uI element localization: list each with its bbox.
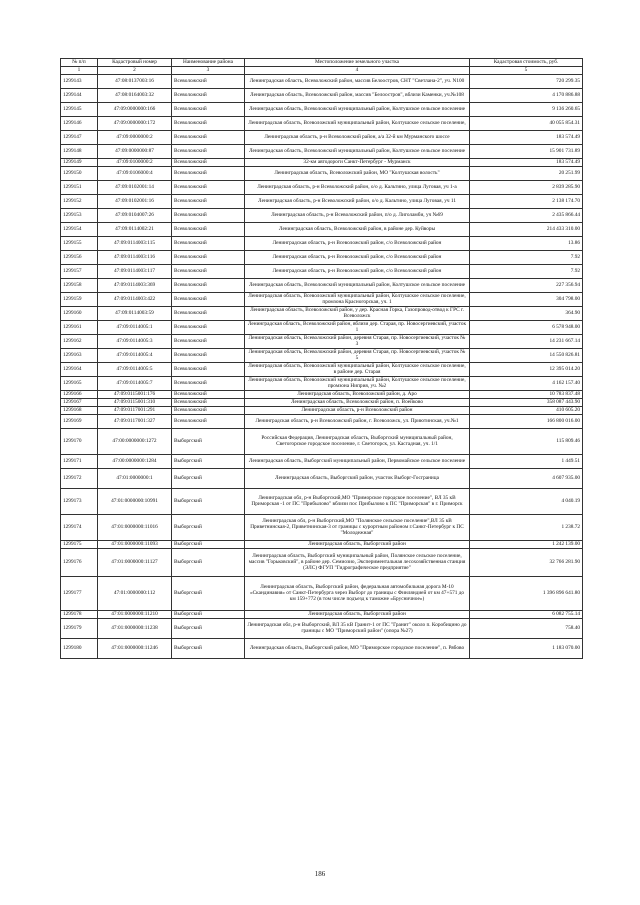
- cadastral-number: 47:09:0114005:3: [98, 334, 172, 348]
- row-number: 1299178: [61, 610, 98, 618]
- cadastral-number: 47:01:0000000:11210: [98, 610, 172, 618]
- table-row: [61, 208, 583, 222]
- cadastral-cost: 214 433 310.00: [470, 222, 583, 236]
- location: Ленинградская обл, р-н Выборгский,МО "Полянское сельское поселение",ВЛ 35 кВ Приветнинская-2, Приветнинская-3 от границы с курортным районом г.Санкт-Петербург к ПС "Молодежная": [245, 514, 470, 540]
- location: Ленинградская область, Выборгский район: [245, 540, 470, 548]
- cadastral-cost: 358 087 443.90: [470, 398, 583, 406]
- row-number: 1299172: [61, 468, 98, 488]
- location: Ленинградская область, Всеволожский муниципальный район, Колтушское сельское поселение: [245, 102, 470, 116]
- cadastral-number: 47:09:0106000:4: [98, 166, 172, 180]
- header-index-row: [61, 66, 583, 74]
- cadastral-cost: 2 138 174.70: [470, 194, 583, 208]
- header-index: 5: [470, 66, 583, 74]
- table-row: [61, 348, 583, 362]
- location: Ленинградская область, р-н Всеволожский район, с/о Всеволожский район: [245, 236, 470, 250]
- row-number: 1299162: [61, 334, 98, 348]
- cadastral-number: 47:09:0114005:4: [98, 348, 172, 362]
- cadastral-cost: 115 809.46: [470, 428, 583, 454]
- row-number: 1299176: [61, 548, 98, 576]
- document-sheet: [60, 58, 582, 659]
- row-number: 1299151: [61, 180, 98, 194]
- row-number: 1299152: [61, 194, 98, 208]
- cadastral-cost: 15 901 731.89: [470, 144, 583, 158]
- cadastral-number: 47:09:0117001:291: [98, 406, 172, 414]
- district-name: Выборгский: [172, 428, 245, 454]
- cadastral-number: 47:09:0114003:117: [98, 264, 172, 278]
- table-row: [61, 166, 583, 180]
- table-row: [61, 428, 583, 454]
- table-row: [61, 406, 583, 414]
- location: Ленинградская область, Всеволожский район, вблизи дер. Старая, пр. Новосергиевский, участок 1: [245, 320, 470, 334]
- district-name: Всеволожский: [172, 250, 245, 264]
- location: Ленинградская область, Всеволожский район, МО "Колтушская волость": [245, 166, 470, 180]
- table-row: [61, 180, 583, 194]
- row-number: 1299143: [61, 74, 98, 88]
- district-name: Всеволожский: [172, 180, 245, 194]
- location: Ленинградская область, Всеволожский район, п. Воейково: [245, 398, 470, 406]
- cadastral-number: 47:01:0000000:11093: [98, 540, 172, 548]
- row-number: 1299163: [61, 348, 98, 362]
- cadastral-cost: 304 798.00: [470, 292, 583, 306]
- table-row: [61, 488, 583, 514]
- table-row: [61, 102, 583, 116]
- cadastral-cost: 410 605.20: [470, 406, 583, 414]
- cadastral-table: [60, 58, 583, 659]
- cadastral-number: 47:09:0000000:2: [98, 130, 172, 144]
- location: Ленинградская область, Всеволожский муниципальный район, Колтушское сельское поселение, промзона Ниприя, уч. №2: [245, 376, 470, 390]
- cadastral-cost: 13.86: [470, 236, 583, 250]
- table-row: [61, 74, 583, 88]
- cadastral-cost: 364.90: [470, 306, 583, 320]
- district-name: Всеволожский: [172, 348, 245, 362]
- table-row: [61, 278, 583, 292]
- district-name: Всеволожский: [172, 102, 245, 116]
- cadastral-number: 47:09:0102001:14: [98, 180, 172, 194]
- table-row: [61, 334, 583, 348]
- header-cadastral-number: Кадастровый номер: [98, 59, 172, 67]
- row-number: 1299168: [61, 406, 98, 414]
- cadastral-number: 47:01:0000000:1: [98, 468, 172, 488]
- cadastral-cost: 1 242 139.00: [470, 540, 583, 548]
- district-name: Выборгский: [172, 576, 245, 610]
- district-name: Всеволожский: [172, 222, 245, 236]
- cadastral-cost: 1 183 070.00: [470, 638, 583, 658]
- cadastral-number: 47:01:0000000:11246: [98, 638, 172, 658]
- district-name: Всеволожский: [172, 236, 245, 250]
- location: Ленинградская область, Всеволожский район, массив "Белоостров", вблизи Каменки, уч.№108: [245, 88, 470, 102]
- header-location: Местоположение земельного участка: [245, 59, 470, 67]
- row-number: 1299155: [61, 236, 98, 250]
- district-name: Выборгский: [172, 454, 245, 468]
- district-name: Выборгский: [172, 468, 245, 488]
- location: Ленинградская область, Всеволожский муниципальный район, Колтушское сельское поселение, в районе дер. Старая: [245, 362, 470, 376]
- table-row: [61, 468, 583, 488]
- district-name: Всеволожский: [172, 406, 245, 414]
- cadastral-number: 47:08:0137003:16: [98, 74, 172, 88]
- location: Ленинградская область, Всеволожский район, д. Аро: [245, 390, 470, 398]
- location: Ленинградская область, Всеволожский район, у дер. Красная Горка, Газопровод-отвод к ГРС г. Всеволожск: [245, 306, 470, 320]
- location: Ленинградская область, Выборгский муниципальный район, Полянское сельское поселение, массив "Горьковский", в районе дер. Семиозио, Экспериментальная лесохозяйственная станция (ЭЛС) ФГУП "Гидрографическое предприятие": [245, 548, 470, 576]
- row-number: 1299173: [61, 488, 98, 514]
- district-name: Всеволожский: [172, 158, 245, 166]
- location: Ленинградская область, Выборгский район, федеральная автомобильная дорога М-10 «Скандинавия» от Санкт-Петербурга через Выборг до границы с Финляндией от км 47+571 до км 159+772 (в том числе подъезд к таможне «Брусничное»): [245, 576, 470, 610]
- header-cost: Кадастровая стоимость, руб.: [470, 59, 583, 67]
- cadastral-cost: 227 356.94: [470, 278, 583, 292]
- row-number: 1299180: [61, 638, 98, 658]
- cadastral-number: 47:09:0114003:116: [98, 250, 172, 264]
- cadastral-number: 47:09:0114005:1: [98, 320, 172, 334]
- table-row: [61, 144, 583, 158]
- cadastral-cost: 2 839 285.90: [470, 180, 583, 194]
- cadastral-number: 47:09:0117001:327: [98, 414, 172, 428]
- location: 32-км автодороги Санкт-Петербург - Мурманск: [245, 158, 470, 166]
- district-name: Всеволожский: [172, 208, 245, 222]
- location: Ленинградская область, Всеволожский район, массив Белоостров, СНТ "Светлана-2", уч. N100: [245, 74, 470, 88]
- cadastral-number: 47:09:0102001:16: [98, 194, 172, 208]
- table-row: [61, 130, 583, 144]
- table-row: [61, 548, 583, 576]
- cadastral-cost: 1 449.51: [470, 454, 583, 468]
- cadastral-number: 47:09:0114002:21: [98, 222, 172, 236]
- location: Ленинградская обл, р-н Выборгский,МО "Приморское городское поселение", ВЛ 35 кВ Приморская -1 от ПС "Прибылово" вблизи пос Прибылово к ПС "Приморская" в г. Приморск: [245, 488, 470, 514]
- cadastral-cost: 10 783 837.48: [470, 390, 583, 398]
- location: Ленинградская область, р-н Всеволожский район, а/а 32-й км Мурманского шоссе: [245, 130, 470, 144]
- location: Ленинградская область, Всеволожский муниципальный район, Колтушское сельское поселение: [245, 278, 470, 292]
- cadastral-cost: 20 251.99: [470, 166, 583, 180]
- district-name: Всеволожский: [172, 390, 245, 398]
- table-row: [61, 454, 583, 468]
- cadastral-number: 47:01:0000000:112: [98, 576, 172, 610]
- district-name: Всеволожский: [172, 362, 245, 376]
- page-number: 186: [314, 870, 326, 878]
- cadastral-cost: 1 238.72: [470, 514, 583, 540]
- location: Ленинградская область, р-н Всеволожский район, с/о Всеволожский район: [245, 250, 470, 264]
- table-row: [61, 88, 583, 102]
- row-number: 1299149: [61, 158, 98, 166]
- district-name: Всеволожский: [172, 306, 245, 320]
- table-row: [61, 292, 583, 306]
- district-name: Выборгский: [172, 638, 245, 658]
- cadastral-number: 47:09:0114003:369: [98, 278, 172, 292]
- table-row: [61, 390, 583, 398]
- row-number: 1299170: [61, 428, 98, 454]
- table-row: [61, 540, 583, 548]
- table-row: [61, 576, 583, 610]
- row-number: 1299145: [61, 102, 98, 116]
- cadastral-number: 47:01:0000000:10991: [98, 488, 172, 514]
- district-name: Всеволожский: [172, 144, 245, 158]
- row-number: 1299156: [61, 250, 98, 264]
- cadastral-cost: 32 766 281.90: [470, 548, 583, 576]
- row-number: 1299144: [61, 88, 98, 102]
- table-header: [61, 59, 583, 75]
- row-number: 1299179: [61, 618, 98, 638]
- cadastral-cost: 183 574.49: [470, 130, 583, 144]
- cadastral-number: 47:09:0114003:59: [98, 306, 172, 320]
- cadastral-number: 47:09:0114003:115: [98, 236, 172, 250]
- cadastral-cost: 720 299.35: [470, 74, 583, 88]
- cadastral-number: 47:01:0000000:11238: [98, 618, 172, 638]
- row-number: 1299161: [61, 320, 98, 334]
- row-number: 1299158: [61, 278, 98, 292]
- table-row: [61, 610, 583, 618]
- row-number: 1299153: [61, 208, 98, 222]
- district-name: Всеволожский: [172, 74, 245, 88]
- district-name: Всеволожский: [172, 166, 245, 180]
- district-name: Всеволожский: [172, 278, 245, 292]
- cadastral-number: 47:09:0115001:310: [98, 398, 172, 406]
- table-body: [61, 74, 583, 658]
- row-number: 1299169: [61, 414, 98, 428]
- table-row: [61, 618, 583, 638]
- row-number: 1299166: [61, 390, 98, 398]
- table-row: [61, 194, 583, 208]
- location: Ленинградская область, р-н Всеволожский район, г. Всеволожск, ул. Приютинская, уч.№1: [245, 414, 470, 428]
- cadastral-cost: 12 395 014.20: [470, 362, 583, 376]
- location: Ленинградская обл, р-н Выборгский, ВЛ 35 кВ Гранит-1 от ПС "Гранит" около п. Коробицино до границы с МО "Приморский район" (опора №27): [245, 618, 470, 638]
- location: Ленинградская область, Выборгский район, МО "Приморское городское поселение", п. Рябово: [245, 638, 470, 658]
- row-number: 1299177: [61, 576, 98, 610]
- header-row: [61, 59, 583, 67]
- cadastral-number: 47:00:0000000:1284: [98, 454, 172, 468]
- cadastral-cost: 183 574.49: [470, 158, 583, 166]
- district-name: Всеволожский: [172, 398, 245, 406]
- header-index: 3: [172, 66, 245, 74]
- district-name: Выборгский: [172, 540, 245, 548]
- row-number: 1299148: [61, 144, 98, 158]
- table-row: [61, 376, 583, 390]
- table-row: [61, 320, 583, 334]
- row-number: 1299160: [61, 306, 98, 320]
- row-number: 1299171: [61, 454, 98, 468]
- district-name: Всеволожский: [172, 334, 245, 348]
- location: Ленинградская область, р-н Всеволожский район, о/о д. Кальтино, улица Луговая, уч 11: [245, 194, 470, 208]
- row-number: 1299157: [61, 264, 98, 278]
- cadastral-cost: 7.92: [470, 264, 583, 278]
- cadastral-number: 47:01:0000000:11016: [98, 514, 172, 540]
- location: Ленинградская область, Всеволожский район, деревня Старая, пр. Новосергиевский, участок № 5: [245, 348, 470, 362]
- district-name: Всеволожский: [172, 116, 245, 130]
- cadastral-number: 47:09:0000000:172: [98, 116, 172, 130]
- location: Ленинградская область, Всеволожский муниципальный район, Колтушское сельское поселение: [245, 144, 470, 158]
- row-number: 1299146: [61, 116, 98, 130]
- row-number: 1299167: [61, 398, 98, 406]
- header-index: 1: [61, 66, 98, 74]
- district-name: Всеволожский: [172, 292, 245, 306]
- row-number: 1299150: [61, 166, 98, 180]
- cadastral-number: 47:09:0114005:5: [98, 362, 172, 376]
- cadastral-number: 47:09:0100000:2: [98, 158, 172, 166]
- cadastral-cost: 758.40: [470, 618, 583, 638]
- table-row: [61, 398, 583, 406]
- row-number: 1299159: [61, 292, 98, 306]
- district-name: Выборгский: [172, 488, 245, 514]
- location: Ленинградская область, Выборгский район: [245, 610, 470, 618]
- table-row: [61, 362, 583, 376]
- row-number: 1299154: [61, 222, 98, 236]
- cadastral-number: 47:08:0164003:32: [98, 88, 172, 102]
- table-row: [61, 250, 583, 264]
- row-number: 1299164: [61, 362, 98, 376]
- location: Ленинградская область, Выборгский муниципальный район, Первомайское сельское поселение: [245, 454, 470, 468]
- cadastral-cost: 4 162 157.40: [470, 376, 583, 390]
- location: Ленинградская область, р-н Всеволожский район, с/о Всеволожский район: [245, 264, 470, 278]
- location: Ленинградская область, р-н Всеволожский район, п/о д. Лиголамби, уч №69: [245, 208, 470, 222]
- cadastral-number: 47:09:0114005:7: [98, 376, 172, 390]
- district-name: Выборгский: [172, 514, 245, 540]
- location: Ленинградская область, Всеволожский муниципальный район, Колтушское сельское поселение,: [245, 116, 470, 130]
- district-name: Выборгский: [172, 618, 245, 638]
- cadastral-cost: 9 136 260.65: [470, 102, 583, 116]
- location: Ленинградская область, Выборгский район, участок Выборг-Госграница: [245, 468, 470, 488]
- cadastral-number: 47:09:0000000:87: [98, 144, 172, 158]
- table-row: [61, 116, 583, 130]
- district-name: Всеволожский: [172, 320, 245, 334]
- district-name: Выборгский: [172, 548, 245, 576]
- cadastral-cost: 14 550 826.81: [470, 348, 583, 362]
- table-row: [61, 222, 583, 236]
- cadastral-number: 47:01:0000000:11127: [98, 548, 172, 576]
- location: Ленинградская область, р-н Всеволожский район: [245, 406, 470, 414]
- district-name: Всеволожский: [172, 130, 245, 144]
- cadastral-cost: 4 040.19: [470, 488, 583, 514]
- district-name: Всеволожский: [172, 194, 245, 208]
- cadastral-number: 47:09:0000000:166: [98, 102, 172, 116]
- row-number: 1299147: [61, 130, 98, 144]
- cadastral-number: 47:00:0000000:1272: [98, 428, 172, 454]
- row-number: 1299165: [61, 376, 98, 390]
- header-index: 4: [245, 66, 470, 74]
- location: Ленинградская область, р-н Всеволожский район, о/о д. Кальтино, улица Луговая, уч 1-а: [245, 180, 470, 194]
- district-name: Всеволожский: [172, 414, 245, 428]
- location: Российская Федерация, Ленинградская область, Выборгский муниципальный район, Светогорское городское поселение, г. Светогорск, ул. Касгадная, уч. 1/1: [245, 428, 470, 454]
- cadastral-cost: 166 800 016.00: [470, 414, 583, 428]
- row-number: 1299175: [61, 540, 98, 548]
- table-row: [61, 414, 583, 428]
- location: Ленинградская область, Всеволожский район, в районе дер. Куйворы: [245, 222, 470, 236]
- location: Ленинградская область, Всеволожский район, деревня Старая, пр. Новосергиевский, участок № 3: [245, 334, 470, 348]
- row-number: 1299174: [61, 514, 98, 540]
- district-name: Всеволожский: [172, 376, 245, 390]
- table-row: [61, 638, 583, 658]
- cadastral-number: 47:09:0114003:422: [98, 292, 172, 306]
- cadastral-number: 47:09:0115001:176: [98, 390, 172, 398]
- cadastral-cost: 6 082 755.14: [470, 610, 583, 618]
- cadastral-cost: 7.92: [470, 250, 583, 264]
- table-row: [61, 514, 583, 540]
- header-number: № п/п: [61, 59, 98, 67]
- cadastral-cost: 6 578 948.00: [470, 320, 583, 334]
- table-row: [61, 264, 583, 278]
- district-name: Всеволожский: [172, 264, 245, 278]
- district-name: Всеволожский: [172, 88, 245, 102]
- cadastral-cost: 2 435 866.44: [470, 208, 583, 222]
- cadastral-number: 47:09:0104007:26: [98, 208, 172, 222]
- table-row: [61, 236, 583, 250]
- location: Ленинградская область, Всеволожский муниципальный район, Колтушское сельское поселение, промзона Красногорская, уч. 1: [245, 292, 470, 306]
- cadastral-cost: 40 055 854.31: [470, 116, 583, 130]
- header-district: Наименование района: [172, 59, 245, 67]
- header-index: 2: [98, 66, 172, 74]
- cadastral-cost: 4 170 886.88: [470, 88, 583, 102]
- cadastral-cost: 1 396 896 641.80: [470, 576, 583, 610]
- table-row: [61, 306, 583, 320]
- district-name: Выборгский: [172, 610, 245, 618]
- table-row: [61, 158, 583, 166]
- cadastral-cost: 4 607 935.00: [470, 468, 583, 488]
- cadastral-cost: 14 231 667.14: [470, 334, 583, 348]
